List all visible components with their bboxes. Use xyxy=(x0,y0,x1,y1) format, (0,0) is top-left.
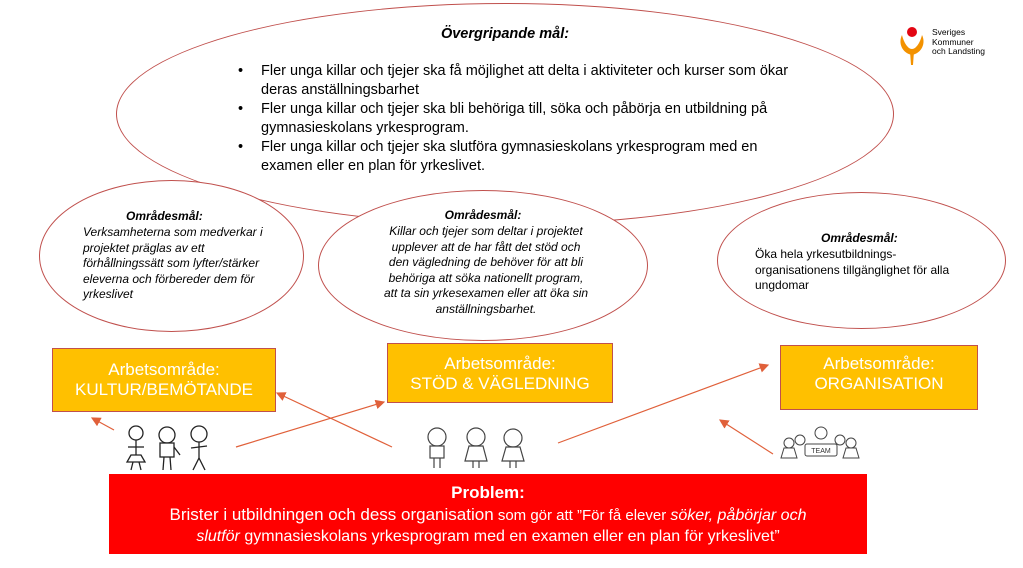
problem-text-part: gymnasieskolans yrkesprogram med en examen eller en plan för yrkeslivet” xyxy=(239,528,780,545)
area-goal-title: Områdesmål: xyxy=(126,209,203,223)
logo-line: Sveriges xyxy=(932,27,966,37)
problem-title: Problem: xyxy=(451,483,525,502)
arrow xyxy=(720,420,773,454)
work-area-name: STÖD & VÄGLEDNING xyxy=(410,374,590,393)
kids-figures-middle-icon xyxy=(428,428,524,468)
people-figures-left-icon xyxy=(127,426,207,470)
main-goal-item: • Fler unga killar och tjejer ska slutföra gymnasieskolans yrkesprogram med en examen eller en plan för yrkeslivet. xyxy=(235,138,795,176)
area-goal-text: Verksamheterna som medverkar i projektet präglas av ett förhållningssätt som lyfter/stärker eleverna och förbereder dem för yrkeslivet xyxy=(83,225,263,301)
area-goal-title: Områdesmål: xyxy=(821,231,898,245)
work-area-label: Arbetsområde: xyxy=(823,354,935,373)
main-goal-item: • Fler unga killar och tjejer ska bli behöriga till, söka och påbörja en utbildning på gymnasieskolans yrkesprogram. xyxy=(235,100,795,138)
arrow xyxy=(92,418,114,430)
work-area-name: KULTUR/BEMÖTANDE xyxy=(75,380,253,399)
area-goal-title: Områdesmål: xyxy=(444,208,522,222)
logo-line: Kommuner xyxy=(932,36,974,47)
arrow xyxy=(558,365,768,443)
team-sign-text: TEAM xyxy=(811,448,831,455)
arrow xyxy=(277,393,392,447)
problem-text-emphasis: söker, påbörjar och xyxy=(670,507,807,524)
main-goal-item: • Fler unga killar och tjejer ska få möjlighet att delta i aktiviteter och kurser som ökar deras anställningsbarhet xyxy=(235,62,795,100)
work-area-label: Arbetsområde: xyxy=(444,354,556,373)
problem-text xyxy=(109,504,867,547)
area-goal-text: Killar och tjejer som deltar i projektet upplever att de har fått det stöd och den vägledning de behöver för att bli behöriga att söka nationellt program, att ta sin yrkesexamen eller att öka sin anställningsbarhet. xyxy=(383,224,589,316)
problem-text-part: Brister i utbildningen och dess organisation xyxy=(169,505,494,524)
problem-text-part: som gör att ”För få elever xyxy=(493,507,671,524)
main-goal-title: Övergripande mål: xyxy=(440,26,570,42)
work-area-label: Arbetsområde: xyxy=(108,360,220,379)
problem-text-emphasis: slutför xyxy=(196,528,240,545)
work-area-name: ORGANISATION xyxy=(814,374,944,393)
logo-line: och Landsting xyxy=(932,46,985,56)
problem-box xyxy=(109,474,867,554)
area-goal-text: Öka hela yrkesutbildnings-organisationens tillgänglighet för alla ungdomar xyxy=(755,247,950,292)
